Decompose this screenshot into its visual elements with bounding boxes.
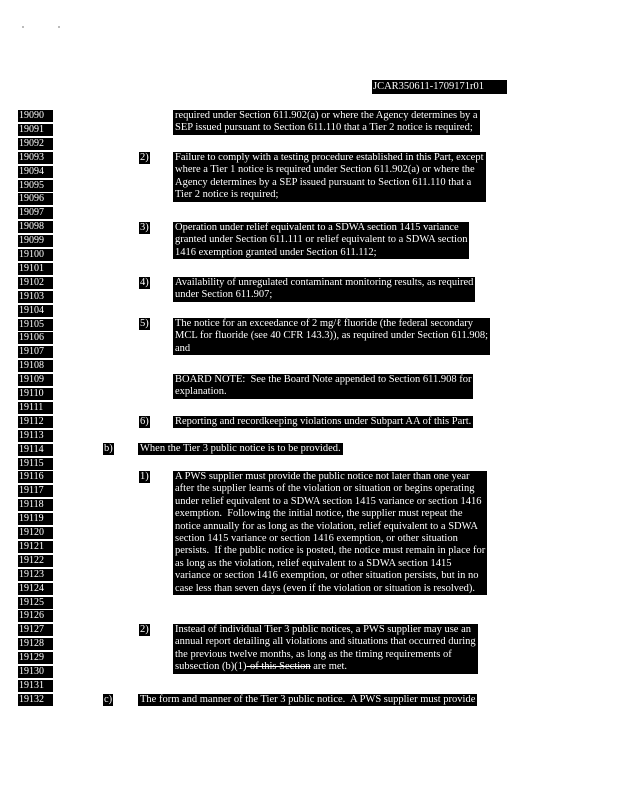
line-number: 19095 [18,180,53,192]
line-number: 19093 [18,152,53,164]
line-number: 19128 [18,638,53,650]
line-number: 19110 [18,388,53,400]
line-number: 19103 [18,291,53,303]
line-number: 19100 [18,249,53,261]
subsection-c-heading: The form and manner of the Tier 3 public notice. A PWS supplier must provide [140,694,476,705]
line-number: 19130 [18,666,53,678]
line-number: 19101 [18,263,53,275]
line-number: 19129 [18,652,53,664]
line-number: 19119 [18,513,53,525]
line-number: 19109 [18,374,53,386]
line-number: 19102 [18,277,53,289]
line-number: 19127 [18,624,53,636]
line-number: 19108 [18,360,53,372]
item-marker-4: 4) [140,277,149,288]
item-b2-main: Instead of individual Tier 3 public notices, a PWS supplier may use an annual report detailing all violations and situations that occurred during the previous twelve months, as long as the timing requirements of subsection (b)(1) [175,624,476,673]
item-marker-2: 2) [140,152,149,163]
item-5-text: The notice for an exceedance of 2 mg/ℓ fluoride (the federal secondary MCL for fluoride (see 40 CFR 143.3)), as required under Section 611.908; and [175,318,488,354]
item-marker-3: 3) [140,222,149,233]
item-4-text: Availability of unregulated contaminant monitoring results, as required under Section 611.907; [175,277,474,301]
subsection-marker-c: c) [104,694,113,705]
line-number: 19106 [18,332,53,344]
line-number: 19092 [18,138,53,150]
line-number: 19094 [18,166,53,178]
continuation-text: required under Section 611.902(a) or where the Agency determines by a SEP issued pursuant to Section 611.110 that a Tier 2 notice is required; [175,110,478,134]
line-number: 19090 [18,110,53,122]
line-number: 19116 [18,471,53,483]
line-number: 19091 [18,124,53,136]
line-number: 19121 [18,541,53,553]
line-number: 19122 [18,555,53,567]
item-3-text: Operation under relief equivalent to a SDWA section 1415 variance granted under Section 611.111 or relief equivalent to a SDWA section 1416 exemption granted under Section 611.112; [175,222,468,258]
item-b1-text: A PWS supplier must provide the public notice not later than one year after the supplier learns of the violation or situation or begins operating under relief equivalent to a SDWA section 1415 variance or section 1416 exemption. Following the initial notice, the supplier must repeat the notice annually for as long as the violation, relief equivalent to a SDWA section 1415 variance or section 1416 exemption, or other situation persists. If the public notice is posted, the notice must remain in place for as long as the violation, relief equivalent to a SDWA section 1415 variance or section 1416 exemption, or other situation persists, but in no case less than seven days (even if the violation or situation is resolved). [175,471,486,594]
line-number: 19126 [18,610,53,622]
deleted-text: -of this Section [246,661,311,673]
line-number: 19115 [18,458,53,470]
item-marker-b2: 2) [140,624,149,635]
scan-specks [22,26,62,30]
item-marker-5: 5) [140,318,149,329]
line-number: 19120 [18,527,53,539]
line-number: 19104 [18,305,53,317]
line-number: 19111 [18,402,53,414]
line-number: 19131 [18,680,53,692]
line-number: 19132 [18,694,53,706]
item-marker-6: 6) [140,416,149,427]
subsection-b-heading: When the Tier 3 public notice is to be provided. [140,443,341,454]
item-2-text: Failure to comply with a testing procedure established in this Part, except where a Tier 1 notice is required under Section 611.902(a) or where the Agency determines by a SEP issued pursuant to Section 611.110 that a Tier 2 notice is required; [175,152,484,201]
document-id-header: JCAR350611-1709171r01 [372,80,507,94]
line-number: 19117 [18,485,53,497]
item-b2-text [173,624,478,674]
line-number: 19124 [18,583,53,595]
line-number: 19097 [18,207,53,219]
line-number: 19098 [18,221,53,233]
item-6-text: Reporting and recordkeeping violations under Subpart AA of this Part. [175,416,472,427]
line-number: 19096 [18,193,53,205]
line-number: 19125 [18,597,53,609]
item-b2-end: are met. [310,661,348,673]
item-marker-b1: 1) [140,471,149,482]
line-number: 19099 [18,235,53,247]
line-number: 19105 [18,319,53,331]
line-number: 19107 [18,346,53,358]
board-note: BOARD NOTE: See the Board Note appended to Section 611.908 for explanation. [175,374,472,398]
line-number: 19113 [18,430,53,442]
line-number: 19123 [18,569,53,581]
line-number: 19112 [18,416,53,428]
line-number: 19118 [18,499,53,511]
line-number: 19114 [18,444,53,456]
subsection-marker-b: b) [104,443,113,454]
